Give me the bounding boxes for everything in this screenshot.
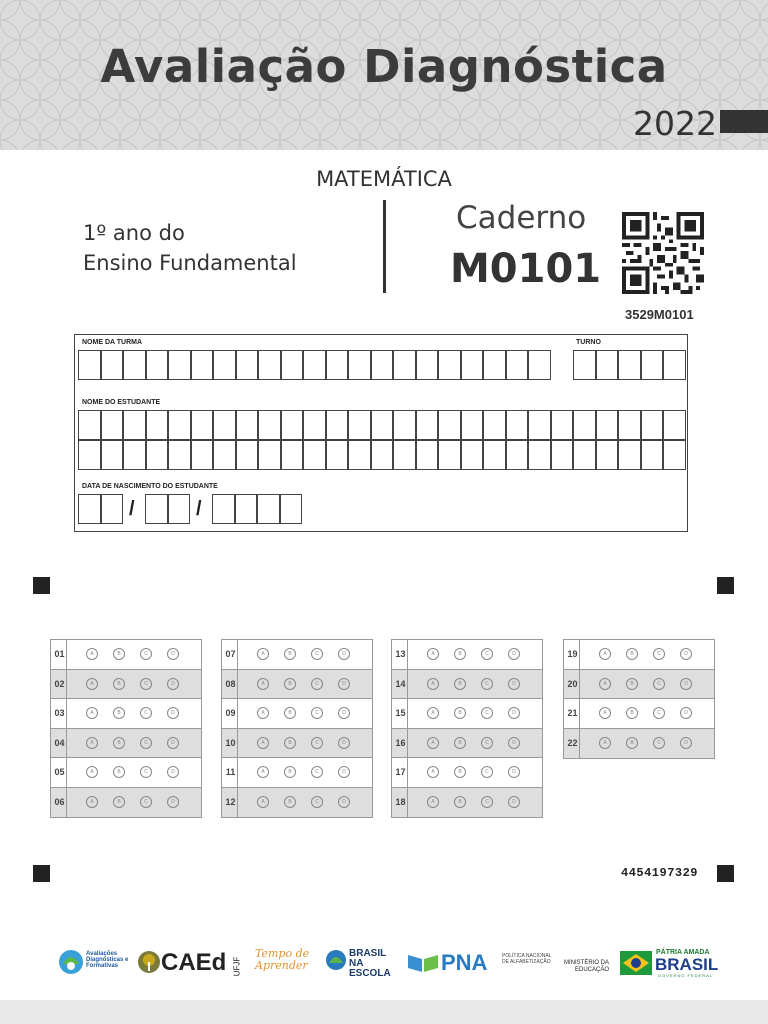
pna-description: POLÍTICA NACIONAL DE ALFABETIZAÇÃO — [502, 953, 552, 965]
letter-box[interactable] — [326, 440, 349, 470]
letter-box[interactable] — [461, 350, 484, 380]
answer-bubble[interactable]: B — [626, 707, 638, 719]
answer-bubble[interactable]: C — [481, 737, 493, 749]
answer-bubble[interactable]: C — [481, 707, 493, 719]
letter-box[interactable] — [348, 440, 371, 470]
answer-bubble[interactable]: A — [257, 648, 269, 660]
answer-bubble[interactable]: C — [311, 648, 323, 660]
letter-box[interactable] — [348, 410, 371, 440]
answer-bubble[interactable]: B — [113, 796, 125, 808]
letter-box[interactable] — [236, 440, 259, 470]
answer-bubble[interactable]: A — [86, 707, 98, 719]
answer-bubble[interactable]: D — [167, 737, 179, 749]
answer-bubble[interactable]: A — [599, 648, 611, 660]
answer-row — [222, 758, 372, 788]
answer-bubble[interactable]: A — [599, 707, 611, 719]
estudante-boxes-row-2[interactable] — [78, 440, 686, 470]
avaliacoes-logo-text: Avaliações Diagnósticas e Formativas — [86, 951, 129, 969]
letter-box[interactable] — [101, 350, 124, 380]
birth-day-boxes[interactable] — [78, 494, 123, 524]
letter-box[interactable] — [461, 410, 484, 440]
letter-box[interactable] — [506, 350, 529, 380]
letter-box[interactable] — [123, 350, 146, 380]
answer-row — [392, 670, 542, 700]
letter-box[interactable] — [258, 410, 281, 440]
answer-row — [222, 670, 372, 700]
question-number: 11 — [222, 758, 238, 787]
answer-bubble[interactable]: B — [284, 766, 296, 778]
answer-bubble[interactable]: D — [508, 766, 520, 778]
answer-bubble[interactable]: D — [338, 678, 350, 690]
alignment-marker — [33, 577, 50, 594]
patria-amada-label: PÁTRIA AMADA — [656, 949, 710, 956]
answer-bubble[interactable]: C — [653, 737, 665, 749]
question-number: 08 — [222, 670, 238, 699]
answer-bubble[interactable]: B — [454, 648, 466, 660]
answer-bubble[interactable]: C — [481, 648, 493, 660]
booklet-code: M0101 — [450, 246, 602, 292]
answer-bubble[interactable]: A — [86, 766, 98, 778]
letter-box[interactable] — [663, 410, 686, 440]
letter-box[interactable] — [483, 440, 506, 470]
brasil-na-escola-icon — [325, 949, 347, 971]
grade-line-1: 1º ano do — [83, 221, 185, 245]
letter-box[interactable] — [123, 440, 146, 470]
estudante-label: NOME DO ESTUDANTE — [82, 399, 161, 406]
answer-row — [51, 788, 201, 818]
turma-label: NOME DA TURMA — [82, 339, 143, 346]
answer-bubble[interactable]: D — [508, 678, 520, 690]
caed-logo: CAEd — [161, 949, 227, 976]
question-number: 04 — [51, 729, 67, 758]
answer-bubble[interactable]: A — [257, 766, 269, 778]
letter-box[interactable] — [258, 350, 281, 380]
letter-box[interactable] — [528, 440, 551, 470]
answer-bubble[interactable]: C — [481, 796, 493, 808]
answer-bubble[interactable]: C — [311, 678, 323, 690]
answer-bubble[interactable]: B — [284, 648, 296, 660]
letter-box[interactable] — [236, 350, 259, 380]
question-number: 09 — [222, 699, 238, 728]
answer-bubble[interactable]: C — [140, 678, 152, 690]
answer-row — [222, 729, 372, 759]
letter-box[interactable] — [596, 440, 619, 470]
answer-row — [564, 670, 714, 700]
date-separator: / — [129, 498, 135, 520]
answer-bubble[interactable]: B — [113, 707, 125, 719]
letter-box[interactable] — [573, 410, 596, 440]
question-number: 21 — [564, 699, 580, 728]
question-number: 13 — [392, 640, 408, 669]
footer-bar — [0, 1000, 768, 1024]
mec-logo: MINISTÉRIO DA EDUCAÇÃO — [563, 960, 609, 973]
answer-bubble[interactable]: D — [680, 737, 692, 749]
turno-boxes[interactable] — [573, 350, 686, 380]
answer-bubble[interactable]: D — [167, 648, 179, 660]
letter-box[interactable] — [348, 350, 371, 380]
letter-box[interactable] — [618, 410, 641, 440]
brasil-na-escola-logo: BRASIL NA ESCOLA — [349, 948, 391, 979]
letter-box[interactable] — [101, 494, 124, 524]
answer-bubble[interactable]: D — [680, 707, 692, 719]
answer-row — [564, 729, 714, 759]
ufjf-logo: UFJF — [232, 956, 242, 977]
answer-bubble[interactable]: B — [454, 707, 466, 719]
letter-box[interactable] — [371, 350, 394, 380]
pna-logo: PNA — [441, 950, 488, 975]
answer-row — [392, 758, 542, 788]
pna-book-icon — [407, 953, 439, 973]
letter-box[interactable] — [146, 350, 169, 380]
alignment-marker — [33, 865, 50, 882]
divider — [383, 200, 386, 293]
letter-box[interactable] — [281, 410, 304, 440]
question-number: 06 — [51, 788, 67, 818]
letter-box[interactable] — [596, 350, 619, 380]
letter-box[interactable] — [213, 350, 236, 380]
letter-box[interactable] — [551, 410, 574, 440]
letter-box[interactable] — [168, 410, 191, 440]
avaliacoes-logo-icon — [57, 946, 85, 976]
question-number: 16 — [392, 729, 408, 758]
answer-bubble[interactable]: A — [427, 796, 439, 808]
answer-bubble[interactable]: D — [167, 678, 179, 690]
answer-bubble[interactable]: B — [284, 678, 296, 690]
answer-bubble[interactable]: B — [626, 737, 638, 749]
question-number: 03 — [51, 699, 67, 728]
letter-box[interactable] — [438, 410, 461, 440]
page-title: Avaliação Diagnóstica — [100, 40, 668, 93]
alignment-marker — [717, 865, 734, 882]
answer-grid-column — [221, 639, 373, 818]
grade-line-2: Ensino Fundamental — [83, 251, 297, 275]
qr-code-text: 3529M0101 — [625, 307, 694, 322]
letter-box[interactable] — [641, 350, 664, 380]
answer-bubble[interactable]: C — [481, 766, 493, 778]
letter-box[interactable] — [281, 350, 304, 380]
letter-box[interactable] — [416, 410, 439, 440]
answer-row — [392, 729, 542, 759]
answer-bubble[interactable]: D — [338, 737, 350, 749]
letter-box[interactable] — [551, 440, 574, 470]
letter-box[interactable] — [371, 440, 394, 470]
question-number: 20 — [564, 670, 580, 699]
letter-box[interactable] — [641, 410, 664, 440]
answer-bubble[interactable]: B — [454, 796, 466, 808]
answer-bubble[interactable]: A — [86, 648, 98, 660]
question-number: 19 — [564, 640, 580, 669]
letter-box[interactable] — [280, 494, 303, 524]
letter-box[interactable] — [236, 410, 259, 440]
answer-bubble[interactable]: A — [257, 707, 269, 719]
answer-bubble[interactable]: B — [284, 707, 296, 719]
question-number: 10 — [222, 729, 238, 758]
subject-label: MATEMÁTICA — [316, 167, 452, 191]
governo-federal-label: GOVERNO FEDERAL — [658, 973, 714, 978]
answer-row — [222, 699, 372, 729]
letter-box[interactable] — [168, 494, 191, 524]
letter-box[interactable] — [618, 350, 641, 380]
letter-box[interactable] — [371, 410, 394, 440]
answer-bubble[interactable]: A — [427, 766, 439, 778]
date-separator: / — [196, 498, 202, 520]
answer-row — [51, 670, 201, 700]
letter-box[interactable] — [506, 410, 529, 440]
answer-bubble[interactable]: D — [167, 766, 179, 778]
answer-bubble[interactable]: B — [284, 737, 296, 749]
answer-bubble[interactable]: C — [140, 707, 152, 719]
answer-bubble[interactable]: D — [167, 796, 179, 808]
question-number: 01 — [51, 640, 67, 669]
letter-box[interactable] — [146, 440, 169, 470]
letter-box[interactable] — [483, 410, 506, 440]
answer-bubble[interactable]: A — [427, 737, 439, 749]
tempo-de-aprender-logo: Tempo de Aprender — [255, 947, 310, 972]
brazil-flag-icon — [620, 951, 652, 975]
caed-tree-icon — [137, 950, 161, 974]
serial-number: 4454197329 — [621, 866, 699, 880]
letter-box[interactable] — [438, 350, 461, 380]
letter-box[interactable] — [191, 410, 214, 440]
letter-box[interactable] — [416, 440, 439, 470]
answer-bubble[interactable]: D — [508, 707, 520, 719]
alignment-marker — [717, 577, 734, 594]
letter-box[interactable] — [416, 350, 439, 380]
answer-row — [392, 699, 542, 729]
letter-box[interactable] — [326, 350, 349, 380]
answer-bubble[interactable]: A — [427, 678, 439, 690]
answer-bubble[interactable]: B — [284, 796, 296, 808]
question-number: 22 — [564, 729, 580, 759]
letter-box[interactable] — [641, 440, 664, 470]
question-number: 12 — [222, 788, 238, 818]
answer-bubble[interactable]: C — [653, 648, 665, 660]
letter-box[interactable] — [146, 410, 169, 440]
letter-box[interactable] — [212, 494, 235, 524]
answer-bubble[interactable]: B — [454, 766, 466, 778]
letter-box[interactable] — [573, 440, 596, 470]
letter-box[interactable] — [573, 350, 596, 380]
letter-box[interactable] — [78, 410, 101, 440]
answer-bubble[interactable]: B — [113, 678, 125, 690]
birth-month-boxes[interactable] — [145, 494, 190, 524]
answer-bubble[interactable]: B — [626, 678, 638, 690]
answer-bubble[interactable]: B — [454, 737, 466, 749]
caderno-label: Caderno — [456, 200, 587, 236]
letter-box[interactable] — [168, 440, 191, 470]
answer-bubble[interactable]: C — [311, 796, 323, 808]
question-number: 18 — [392, 788, 408, 818]
answer-bubble[interactable]: D — [680, 648, 692, 660]
question-number: 17 — [392, 758, 408, 787]
answer-bubble[interactable]: D — [338, 796, 350, 808]
letter-box[interactable] — [663, 440, 686, 470]
letter-box[interactable] — [213, 440, 236, 470]
year-label: 2022 — [633, 104, 717, 143]
answer-bubble[interactable]: A — [257, 796, 269, 808]
answer-bubble[interactable]: C — [311, 766, 323, 778]
answer-bubble[interactable]: A — [86, 796, 98, 808]
answer-bubble[interactable]: C — [481, 678, 493, 690]
letter-box[interactable] — [528, 410, 551, 440]
answer-bubble[interactable]: B — [113, 737, 125, 749]
answer-bubble[interactable]: D — [508, 796, 520, 808]
letter-box[interactable] — [393, 410, 416, 440]
qr-code-icon — [622, 212, 704, 294]
letter-box[interactable] — [528, 350, 551, 380]
answer-grid-column — [563, 639, 715, 759]
answer-bubble[interactable]: D — [680, 678, 692, 690]
answer-bubble[interactable]: A — [599, 678, 611, 690]
answer-bubble[interactable]: C — [140, 796, 152, 808]
nascimento-label: DATA DE NASCIMENTO DO ESTUDANTE — [82, 483, 218, 490]
answer-bubble[interactable]: B — [626, 648, 638, 660]
question-number: 14 — [392, 670, 408, 699]
answer-bubble[interactable]: D — [338, 707, 350, 719]
student-info-form — [74, 334, 688, 532]
question-number: 02 — [51, 670, 67, 699]
letter-box[interactable] — [483, 350, 506, 380]
letter-box[interactable] — [326, 410, 349, 440]
letter-box[interactable] — [123, 410, 146, 440]
birth-year-boxes[interactable] — [212, 494, 302, 524]
answer-row — [51, 640, 201, 670]
answer-bubble[interactable]: C — [311, 707, 323, 719]
answer-bubble[interactable]: D — [338, 648, 350, 660]
letter-box[interactable] — [506, 440, 529, 470]
turma-boxes[interactable] — [78, 350, 551, 380]
letter-box[interactable] — [303, 440, 326, 470]
letter-box[interactable] — [78, 440, 101, 470]
answer-row — [222, 788, 372, 818]
answer-bubble[interactable]: D — [338, 766, 350, 778]
turno-label: TURNO — [576, 339, 601, 346]
letter-box[interactable] — [191, 350, 214, 380]
question-number: 15 — [392, 699, 408, 728]
year-bar — [720, 110, 768, 133]
answer-bubble[interactable]: A — [86, 737, 98, 749]
brasil-label: BRASIL — [655, 955, 719, 974]
letter-box[interactable] — [663, 350, 686, 380]
letter-box[interactable] — [78, 350, 101, 380]
answer-row — [564, 640, 714, 670]
answer-bubble[interactable]: C — [140, 737, 152, 749]
letter-box[interactable] — [257, 494, 280, 524]
answer-grid-column — [391, 639, 543, 818]
header-banner — [0, 0, 768, 150]
question-number: 07 — [222, 640, 238, 669]
grade-label — [83, 218, 297, 278]
answer-bubble[interactable]: A — [257, 737, 269, 749]
letter-box[interactable] — [101, 410, 124, 440]
answer-bubble[interactable]: A — [599, 737, 611, 749]
letter-box[interactable] — [235, 494, 258, 524]
answer-row — [392, 640, 542, 670]
letter-box[interactable] — [101, 440, 124, 470]
answer-bubble[interactable]: A — [86, 678, 98, 690]
letter-box[interactable] — [438, 440, 461, 470]
answer-bubble[interactable]: A — [257, 678, 269, 690]
answer-bubble[interactable]: C — [311, 737, 323, 749]
answer-bubble[interactable]: A — [427, 707, 439, 719]
answer-bubble[interactable]: C — [653, 678, 665, 690]
letter-box[interactable] — [393, 440, 416, 470]
answer-bubble[interactable]: D — [508, 648, 520, 660]
answer-bubble[interactable]: D — [167, 707, 179, 719]
answer-bubble[interactable]: A — [427, 648, 439, 660]
answer-row — [51, 699, 201, 729]
answer-row — [392, 788, 542, 818]
answer-bubble[interactable]: B — [113, 766, 125, 778]
answer-bubble[interactable]: C — [140, 766, 152, 778]
answer-row — [564, 699, 714, 729]
answer-grid-column — [50, 639, 202, 818]
letter-box[interactable] — [461, 440, 484, 470]
letter-box[interactable] — [145, 494, 168, 524]
letter-box[interactable] — [281, 440, 304, 470]
letter-box[interactable] — [213, 410, 236, 440]
estudante-boxes-row-1[interactable] — [78, 410, 686, 440]
answer-bubble[interactable]: B — [113, 648, 125, 660]
answer-row — [51, 729, 201, 759]
letter-box[interactable] — [258, 440, 281, 470]
letter-box[interactable] — [78, 494, 101, 524]
letter-box[interactable] — [191, 440, 214, 470]
answer-bubble[interactable]: C — [653, 707, 665, 719]
answer-bubble[interactable]: C — [140, 648, 152, 660]
letter-box[interactable] — [393, 350, 416, 380]
answer-row — [51, 758, 201, 788]
partner-logos — [55, 940, 719, 990]
question-number: 05 — [51, 758, 67, 787]
letter-box[interactable] — [303, 350, 326, 380]
letter-box[interactable] — [596, 410, 619, 440]
letter-box[interactable] — [303, 410, 326, 440]
answer-row — [222, 640, 372, 670]
answer-bubble[interactable]: B — [454, 678, 466, 690]
letter-box[interactable] — [618, 440, 641, 470]
answer-bubble[interactable]: D — [508, 737, 520, 749]
letter-box[interactable] — [168, 350, 191, 380]
